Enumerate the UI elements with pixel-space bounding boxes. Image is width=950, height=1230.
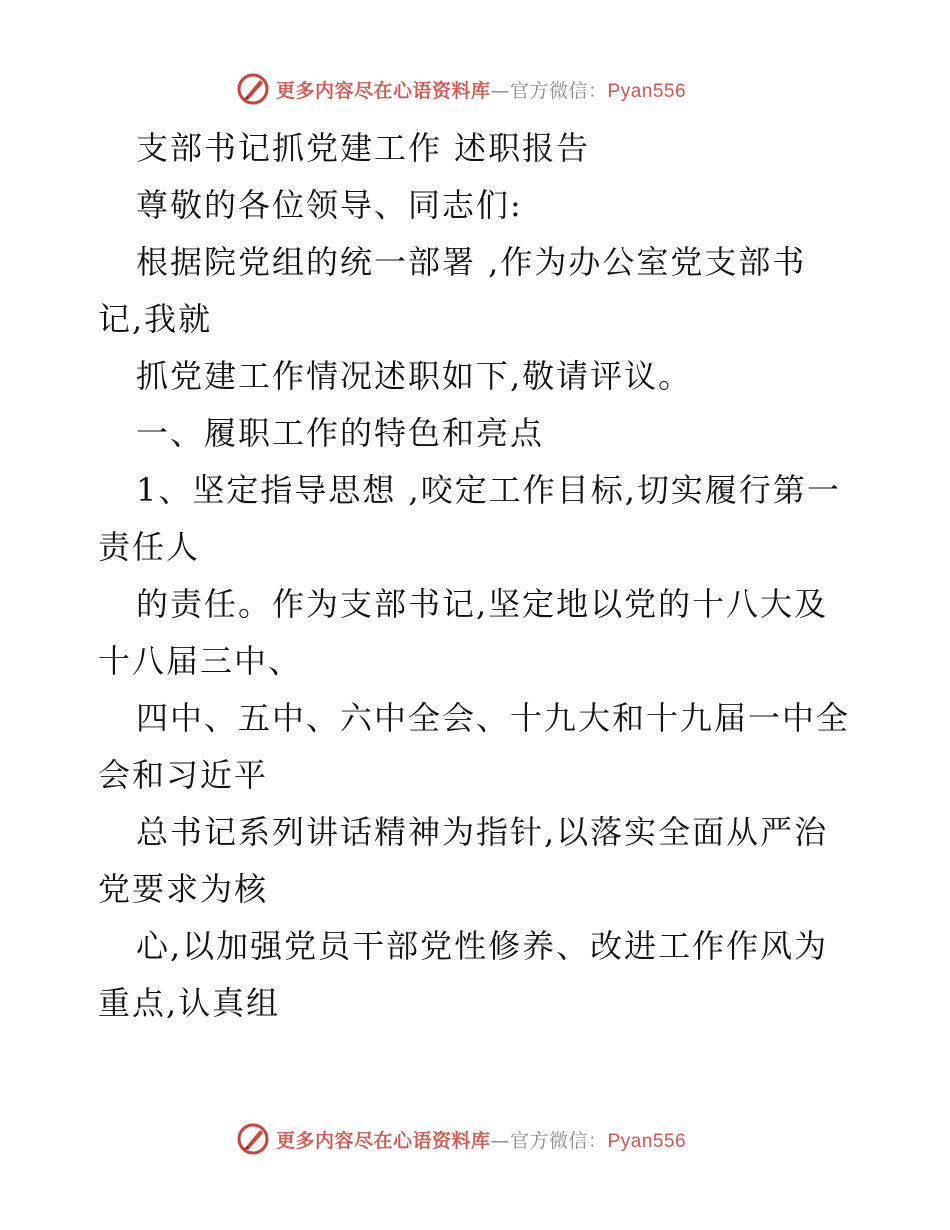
- document-line: 会和习近平: [98, 756, 269, 794]
- document-line: 十八届三中、: [98, 642, 303, 680]
- document-line: 四中、五中、六中全会、十九大和十九届一中全: [136, 699, 851, 737]
- quill-logo-icon: [236, 1122, 270, 1156]
- document-line: 抓党建工作情况述职如下,敬请评议。: [136, 357, 693, 395]
- document-line: 心,以加强党员干部党性修养、改进工作作风为: [136, 927, 829, 965]
- document-line: 根据院党组的统一部署 ,作为办公室党支部书: [136, 243, 807, 281]
- header-watermark: [236, 72, 686, 106]
- document-line: 一、履职工作的特色和亮点: [136, 414, 545, 452]
- document-line: 重点,认真组: [98, 984, 281, 1022]
- document-line: 支部书记抓党建工作 述职报告: [136, 129, 591, 167]
- document-body: [98, 120, 858, 1032]
- document-line: 党要求为核: [98, 870, 269, 908]
- document-line: 责任人: [98, 528, 201, 566]
- document-line: 的责任。作为支部书记,坚定地以党的十八大及: [136, 585, 829, 623]
- watermark-text: 更多内容尽在心语资料库—官方微信：Pyan556: [276, 79, 687, 102]
- document-line: 记,我就: [98, 300, 213, 338]
- footer-watermark: [236, 1122, 686, 1156]
- document-line: 1、坚定指导思想 ,咬定工作目标,切实履行第一: [136, 471, 841, 509]
- document-line: 尊敬的各位领导、同志们:: [136, 186, 523, 224]
- watermark-text: 更多内容尽在心语资料库—官方微信：Pyan556: [276, 1129, 687, 1152]
- quill-logo-icon: [236, 72, 270, 106]
- document-line: 总书记系列讲话精神为指针,以落实全面从严治: [136, 813, 829, 851]
